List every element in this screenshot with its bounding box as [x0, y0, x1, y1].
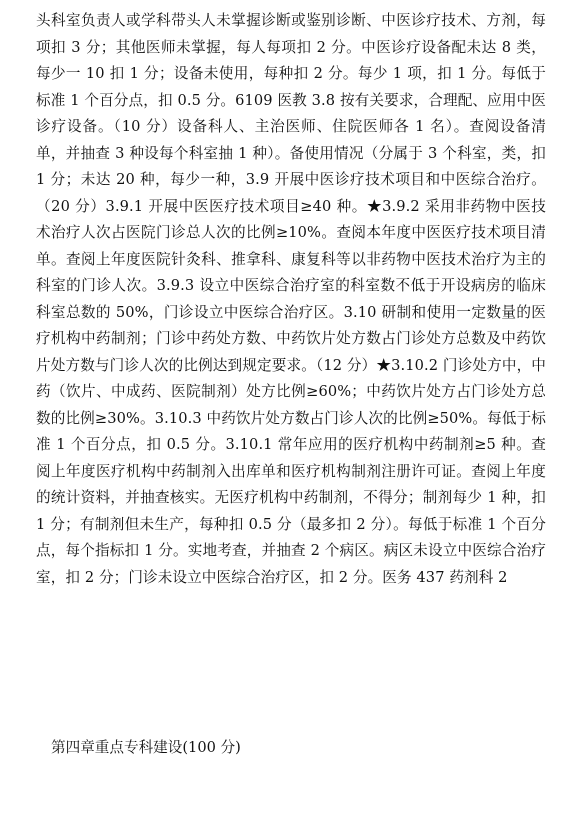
- chapter-heading: 第四章重点专科建设(100 分): [51, 739, 241, 756]
- body-paragraph: 头科室负责人或学科带头人未掌握诊断或鉴别诊断、中医诊疗技术、方剂，每项扣 3 分；其他医师未掌握，每人每项扣 2 分。中医诊疗设备配未达 8 类，每少一 10 扣 1 分；设备未使用，每种扣 2 分。每少 1 项，扣 1 分。每低于标准 1 个百分点，扣 0.5 分。6109 医教 3.8 按有关要求，合理配、应用中医诊疗设备。（10 分）设备科人、主治医师、住院医师各 1 名）。查阅设备清单，并抽查 3 种设每个科室抽 1 种）。备使用情况（分属于 3 个科室，类，扣 1 分；未达 20 种，每少一种，3.9 开展中医诊疗技术项目和中医综合治疗。（20 分）3.9.1 开展中医医疗技术项目≥40 种。★3.9.2 采用非药物中医技术治疗人次占医院门诊总人次的比例≥10%。查阅本年度中医医疗技术项目清单。查阅上年度医院针灸科、推拿科、康复科等以非药物中医技术治疗为主的科室的门诊人次。3.9.3 设立中医综合治疗室的科室数不低于开设病房的临床科室总数的 50%，门诊设立中医综合治疗区。3.10 研制和使用一定数量的医疗机构中药制剂；门诊中药处方数、中药饮片处方数占门诊处方总数及中药饮片处方数与门诊人次的比例达到规定要求。（12 分）★3.10.2 门诊处方中，中药（饮片、中成药、医院制剂）处方比例≥60%；中药饮片处方占门诊处方总数的比例≥30%。3.10.3 中药饮片处方数占门诊人次的比例≥50%。每低于标准 1 个百分点，扣 0.5 分。3.10.1 常年应用的医疗机构中药制剂≥5 种。查阅上年度医疗机构中药制剂入出库单和医疗机构制剂注册许可证。查阅上年度的统计资料，并抽查核实。无医疗机构中药制剂，不得分；制剂每少 1 种，扣 1 分；有制剂但未生产，每种扣 0.5 分（最多扣 2 分）。每低于标准 1 个百分点，每个指标扣 1 分。实地考查，并抽查 2 个病区。病区未设立中医综合治疗室，扣 2 分；门诊未设立中医综合治疗区，扣 2 分。医务 437 药剂科 2: [36, 12, 546, 586]
